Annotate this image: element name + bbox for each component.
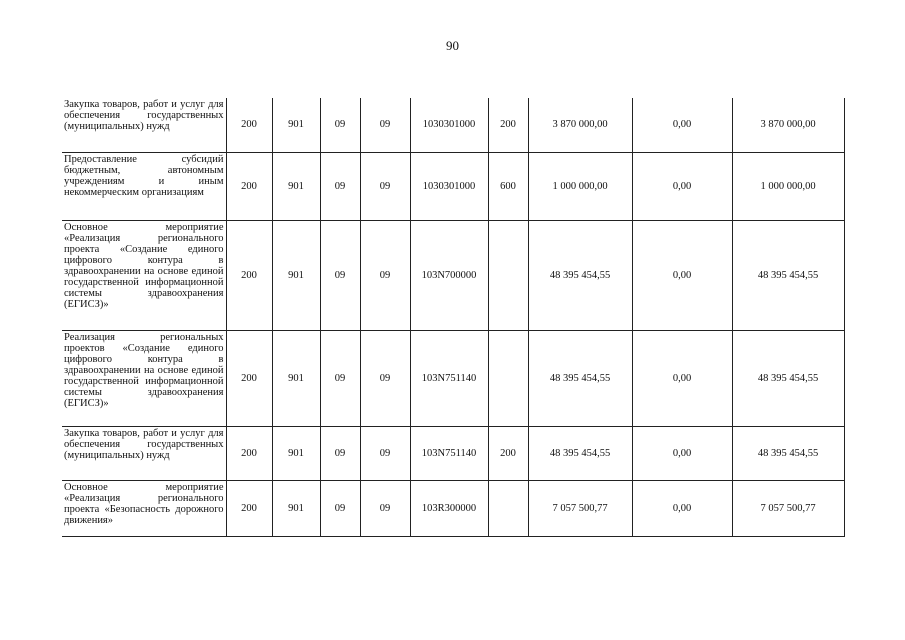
cell-subsection: 09 [360,426,410,480]
cell-subsection: 09 [360,330,410,426]
cell-total: 48 395 454,55 [732,426,844,480]
cell-total: 48 395 454,55 [732,330,844,426]
cell-change: 0,00 [632,98,732,152]
cell-section: 09 [320,330,360,426]
cell-code-b: 901 [272,98,320,152]
cell-code-a: 200 [226,152,272,220]
cell-code-b: 901 [272,220,320,330]
row-description: Реализация региональных проектов «Создание единого цифрового контура в здравоохранении на основе единой государственной информационной системы здравоохранения (ЕГИСЗ)» [62,330,226,426]
cell-target: 103N751140 [410,426,488,480]
table-row [62,152,844,220]
cell-change: 0,00 [632,152,732,220]
cell-section: 09 [320,426,360,480]
cell-amount: 1 000 000,00 [528,152,632,220]
cell-change: 0,00 [632,426,732,480]
cell-expense-type: 200 [488,426,528,480]
table-row [62,98,844,152]
table-row [62,330,844,426]
cell-amount: 48 395 454,55 [528,330,632,426]
cell-total: 7 057 500,77 [732,480,844,536]
cell-code-a: 200 [226,330,272,426]
cell-code-a: 200 [226,98,272,152]
cell-target: 103R300000 [410,480,488,536]
cell-amount: 48 395 454,55 [528,220,632,330]
cell-code-a: 200 [226,426,272,480]
cell-change: 0,00 [632,220,732,330]
cell-expense-type: 600 [488,152,528,220]
cell-expense-type [488,480,528,536]
row-description: Закупка товаров, работ и услуг для обеспечения государственных (муниципальных) нужд [62,98,226,152]
table-row [62,480,844,536]
cell-expense-type [488,330,528,426]
cell-change: 0,00 [632,330,732,426]
cell-expense-type: 200 [488,98,528,152]
cell-subsection: 09 [360,480,410,536]
cell-section: 09 [320,98,360,152]
cell-subsection: 09 [360,98,410,152]
cell-section: 09 [320,480,360,536]
table-row [62,426,844,480]
cell-change: 0,00 [632,480,732,536]
row-description: Предоставление субсидий бюджетным, автономным учреждениям и иным некоммерческим организациям [62,152,226,220]
cell-subsection: 09 [360,152,410,220]
cell-amount: 48 395 454,55 [528,426,632,480]
cell-total: 3 870 000,00 [732,98,844,152]
row-description: Основное мероприятие «Реализация регионального проекта «Создание единого цифрового контура в здравоохранении на основе единой государственной информационной системы здравоохранения (ЕГИСЗ)» [62,220,226,330]
cell-subsection: 09 [360,220,410,330]
cell-code-a: 200 [226,480,272,536]
row-description: Закупка товаров, работ и услуг для обеспечения государственных (муниципальных) нужд [62,426,226,480]
cell-target: 103N751140 [410,330,488,426]
cell-code-b: 901 [272,426,320,480]
row-description: Основное мероприятие «Реализация регионального проекта «Безопасность дорожного движения» [62,480,226,536]
cell-target: 1030301000 [410,152,488,220]
budget-table [62,98,845,537]
cell-amount: 3 870 000,00 [528,98,632,152]
cell-total: 1 000 000,00 [732,152,844,220]
cell-code-b: 901 [272,480,320,536]
cell-code-b: 901 [272,330,320,426]
cell-section: 09 [320,152,360,220]
page-number: 90 [446,38,459,53]
cell-total: 48 395 454,55 [732,220,844,330]
cell-target: 1030301000 [410,98,488,152]
cell-amount: 7 057 500,77 [528,480,632,536]
cell-code-b: 901 [272,152,320,220]
cell-target: 103N700000 [410,220,488,330]
cell-expense-type [488,220,528,330]
cell-section: 09 [320,220,360,330]
table-row [62,220,844,330]
cell-code-a: 200 [226,220,272,330]
